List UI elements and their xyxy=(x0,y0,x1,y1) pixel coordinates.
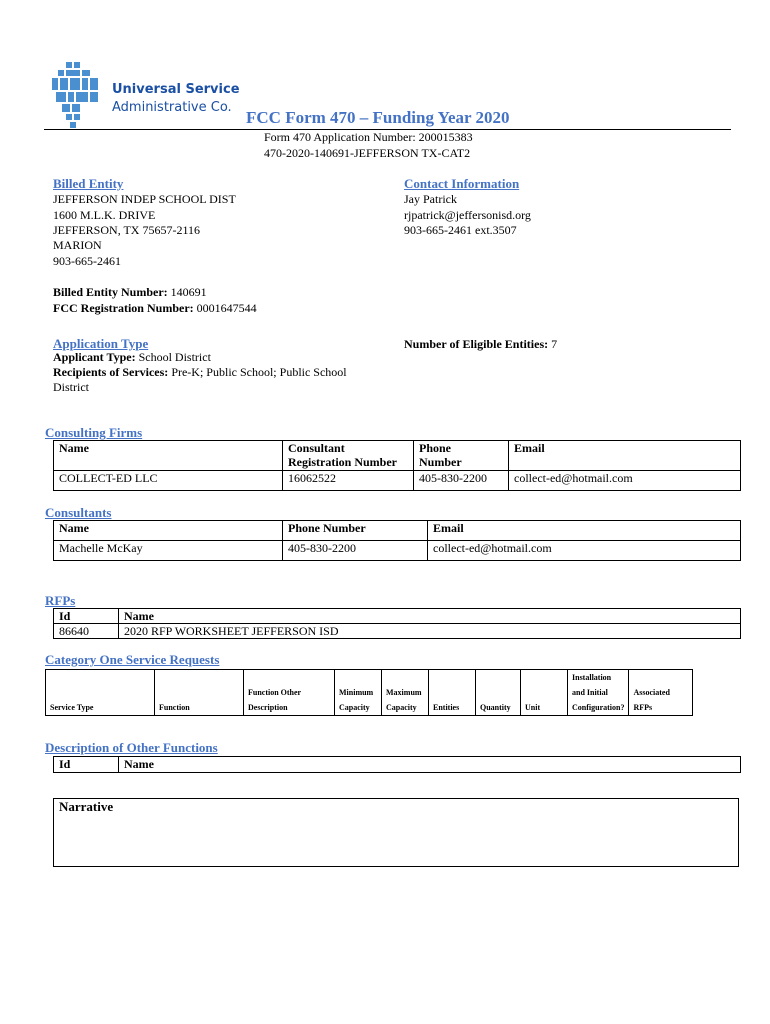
table-row xyxy=(54,471,741,491)
consultant-phone: 405-830-2200 xyxy=(283,541,428,561)
consulting-firms-table xyxy=(53,440,741,491)
ben-value: 140691 xyxy=(170,285,207,299)
col-min-line1: Minimum xyxy=(339,688,374,697)
col-unit: Unit xyxy=(521,670,568,716)
col-email: Email xyxy=(509,441,741,471)
col-id: Id xyxy=(54,757,119,773)
col-id: Id xyxy=(54,609,119,624)
consultants-heading: Consultants xyxy=(45,505,112,520)
billed-entity-name: JEFFERSON INDEP SCHOOL DIST xyxy=(53,192,236,206)
col-install-line3: Configuration? xyxy=(572,703,625,712)
table-header-row xyxy=(54,441,741,471)
col-min-line2: Capacity xyxy=(339,703,370,712)
rfps-table xyxy=(53,608,741,639)
ben-label: Billed Entity Number: xyxy=(53,285,168,299)
contact-email[interactable]: rjpatrick@jeffersonisd.org xyxy=(404,208,531,222)
eligible-entities-label: Number of Eligible Entities: xyxy=(404,337,549,351)
logo-mark-icon xyxy=(52,62,110,128)
consultant-name: Machelle McKay xyxy=(54,541,283,561)
other-functions-table xyxy=(53,756,741,773)
col-associated-rfps: Associated RFPs xyxy=(629,670,693,716)
col-minimum-capacity xyxy=(335,670,382,716)
table-header-row xyxy=(54,521,741,541)
form-title: FCC Form 470 – Funding Year 2020 xyxy=(246,108,510,127)
col-max-line2: Capacity xyxy=(386,703,417,712)
fcc-value: 0001647544 xyxy=(196,301,257,315)
application-type-heading: Application Type xyxy=(53,336,149,351)
col-consultant-reg xyxy=(283,441,414,471)
application-number: Form 470 Application Number: 200015383 xyxy=(264,130,473,144)
recipients-label: Recipients of Services: xyxy=(53,365,169,379)
table-row xyxy=(54,624,741,639)
col-name: Name xyxy=(119,757,741,773)
table-header-row xyxy=(46,670,693,716)
billed-entity-street: 1600 M.L.K. DRIVE xyxy=(53,208,156,222)
billed-entity-city: JEFFERSON, TX 75657-2116 xyxy=(53,223,201,237)
billed-entity-phone: 903-665-2461 xyxy=(53,254,121,268)
billed-entity-heading: Billed Entity xyxy=(53,176,124,191)
rfps-heading: RFPs xyxy=(45,593,76,608)
contact-heading: Contact Information xyxy=(404,176,520,191)
rfp-name[interactable]: 2020 RFP WORKSHEET JEFFERSON ISD xyxy=(119,624,741,639)
consulting-firms-heading: Consulting Firms xyxy=(45,425,143,440)
firm-name: COLLECT-ED LLC xyxy=(54,471,283,491)
applicant-type-label: Applicant Type: xyxy=(53,350,136,364)
col-maximum-capacity xyxy=(382,670,429,716)
category-one-table xyxy=(45,669,693,716)
firm-email[interactable]: collect-ed@hotmail.com xyxy=(509,471,741,491)
logo-text-line1: Universal Service xyxy=(112,82,240,97)
col-phone-line1: Phone xyxy=(419,441,452,455)
applicant-type-value: School District xyxy=(138,350,211,364)
firm-phone: 405-830-2200 xyxy=(414,471,509,491)
narrative-box xyxy=(53,798,739,867)
contact-phone: 903-665-2461 ext.3507 xyxy=(404,223,517,237)
billed-entity-county: MARION xyxy=(53,238,102,252)
applicant-type xyxy=(53,350,211,365)
col-email: Email xyxy=(428,521,741,541)
contact-name: Jay Patrick xyxy=(404,192,457,206)
col-installation xyxy=(568,670,629,716)
table-header-row xyxy=(54,757,741,773)
col-install-line1: Installation xyxy=(572,673,612,682)
eligible-entities-value: 7 xyxy=(551,337,558,351)
col-function-other-line1: Function Other xyxy=(248,688,302,697)
col-install-line2: and Initial xyxy=(572,688,608,697)
col-entities: Entities xyxy=(429,670,476,716)
category-one-heading: Category One Service Requests xyxy=(45,652,220,667)
col-max-line1: Maximum xyxy=(386,688,422,697)
fcc-label: FCC Registration Number: xyxy=(53,301,194,315)
table-header-row xyxy=(54,609,741,624)
other-functions-heading: Description of Other Functions xyxy=(45,740,218,755)
rfp-id: 86640 xyxy=(54,624,119,639)
col-function-other xyxy=(244,670,335,716)
col-consultant-reg-line1: Consultant xyxy=(288,441,345,455)
col-consultant-reg-line2: Registration Number xyxy=(288,455,397,469)
col-phone-number xyxy=(414,441,509,471)
col-quantity: Quantity xyxy=(476,670,521,716)
col-name: Name xyxy=(54,441,283,471)
fcc-registration-number xyxy=(53,301,257,316)
narrative-heading: Narrative xyxy=(59,799,114,814)
recipients-value-cont: District xyxy=(53,380,89,394)
billed-entity-number xyxy=(53,285,207,300)
col-phone-line2: Number xyxy=(419,455,462,469)
recipients-of-services xyxy=(53,365,347,380)
logo-text-line2: Administrative Co. xyxy=(112,100,232,115)
firm-registration: 16062522 xyxy=(283,471,414,491)
col-name: Name xyxy=(54,521,283,541)
recipients-value: Pre-K; Public School; Public School xyxy=(171,365,347,379)
eligible-entities xyxy=(404,337,557,352)
consultant-email[interactable]: collect-ed@hotmail.com xyxy=(428,541,741,561)
col-phone-number: Phone Number xyxy=(283,521,428,541)
col-function-other-line2: Description xyxy=(248,703,288,712)
col-name: Name xyxy=(119,609,741,624)
application-nickname: 470-2020-140691-JEFFERSON TX-CAT2 xyxy=(264,146,471,160)
col-function: Function xyxy=(155,670,244,716)
col-service-type: Service Type xyxy=(46,670,155,716)
usac-logo xyxy=(52,62,242,128)
consultants-table xyxy=(53,520,741,561)
table-row xyxy=(54,541,741,561)
